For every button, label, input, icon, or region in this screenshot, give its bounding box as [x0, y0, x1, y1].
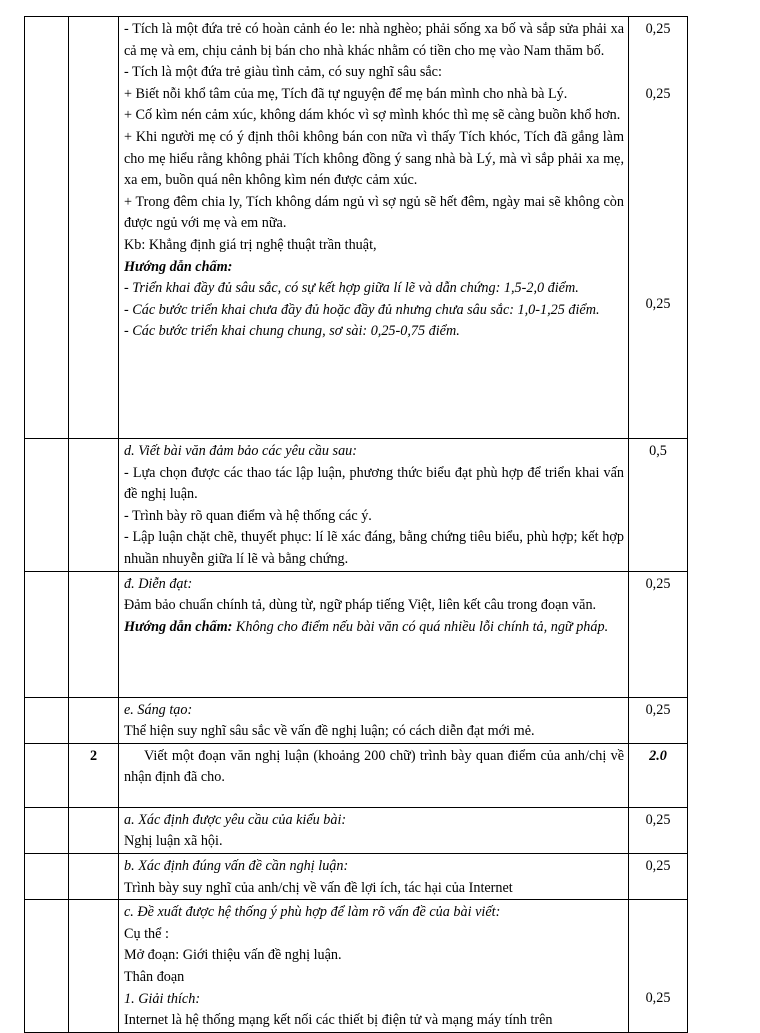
content-line: + Trong đêm chia ly, Tích không dám ngủ vì sợ ngủ sẽ hết đêm, ngày mai sẽ không còn được ngủ với mẹ và em nữa. [124, 193, 624, 232]
content-line: Đảm bảo chuẩn chính tả, dùng từ, ngữ pháp tiếng Việt, liên kết câu trong đoạn văn. [124, 597, 597, 614]
guide-line: - Các bước triển khai chưa đầy đủ hoặc đầy đủ nhưng chưa sâu sắc: 1,0-1,25 điểm. [124, 301, 600, 318]
question-text: Viết một đoạn văn nghị luận (khoảng 200 chữ) trình bày quan điểm của anh/chị về nhận định đã cho. [124, 747, 624, 786]
question-cell [25, 571, 69, 697]
content-line: - Trình bày rõ quan điểm và hệ thống các ý. [124, 507, 372, 524]
part-cell [69, 807, 119, 853]
score-cell [629, 807, 688, 853]
score-value: 0,25 [645, 85, 671, 102]
part-cell [69, 743, 119, 807]
content-cell [119, 571, 629, 697]
table-row [25, 571, 688, 697]
content-line: Thân đoạn [124, 968, 185, 985]
table-row [25, 807, 688, 853]
question-cell [25, 697, 69, 743]
content-line: Cụ thể : [124, 925, 169, 942]
content-cell [119, 853, 629, 899]
score-value: 0,25 [645, 811, 671, 828]
content-cell [119, 439, 629, 572]
section-title: d. Viết bài văn đảm bảo các yêu cầu sau: [124, 443, 357, 459]
score-value: 0,25 [645, 701, 671, 718]
grading-table [24, 16, 688, 1033]
part-cell [69, 900, 119, 1033]
sub-title: 1. Giải thích: [124, 990, 201, 1007]
content-cell [119, 900, 629, 1033]
score-cell [629, 900, 688, 1033]
table-row [25, 439, 688, 572]
content-cell [119, 807, 629, 853]
content-cell [119, 743, 629, 807]
table-row [25, 900, 688, 1033]
content-line: - Tích là một đứa trẻ có hoàn cảnh éo le: nhà nghèo; phải sống xa bố và sắp sửa phải xa cả mẹ và em, chịu cảnh bị bán cho nhà khác nhằm có tiền cho mẹ vào Nam thăm bố. [124, 21, 624, 59]
score-value: 0,25 [645, 296, 671, 313]
table-row [25, 697, 688, 743]
score-cell [629, 743, 688, 807]
guide-title: Hướng dẫn chấm: [124, 258, 233, 275]
content-line: Mở đoạn: Giới thiệu vấn đề nghị luận. [124, 947, 342, 964]
score-cell [629, 853, 688, 899]
part-cell [69, 571, 119, 697]
part-cell [69, 697, 119, 743]
part-cell [69, 17, 119, 439]
content-cell [119, 697, 629, 743]
table-row [25, 17, 688, 439]
score-value: 0,25 [645, 857, 671, 874]
score-cell [629, 439, 688, 572]
question-cell [25, 900, 69, 1033]
question-number: 2 [89, 747, 98, 764]
question-cell [25, 17, 69, 439]
content-line: + Cố kìm nén cảm xúc, không dám khóc vì sợ mình khóc thì mẹ sẽ càng buồn khổ hơn. [124, 107, 621, 124]
score-value: 0,25 [645, 575, 671, 592]
score-value: 0,5 [649, 443, 667, 459]
part-cell [69, 439, 119, 572]
guide-title: Hướng dẫn chấm: [124, 618, 233, 635]
content-line: + Biết nỗi khổ tâm của mẹ, Tích đã tự nguyện để mẹ bán mình cho nhà bà Lý. [124, 85, 568, 102]
question-cell [25, 743, 69, 807]
score-cell [629, 697, 688, 743]
content-line: Nghị luận xã hội. [124, 833, 223, 850]
section-title: c. Đề xuất được hệ thống ý phù hợp để làm rõ vấn đề của bài viết: [124, 904, 501, 921]
score-cell [629, 571, 688, 697]
score-value: 0,25 [645, 990, 671, 1007]
content-line: Kb: Khẳng định giá trị nghệ thuật trần thuật, [124, 236, 377, 253]
question-cell [25, 853, 69, 899]
score-value: 2.0 [649, 747, 667, 764]
table-row [25, 853, 688, 899]
question-cell [25, 807, 69, 853]
guide-line: - Các bước triển khai chung chung, sơ sài: 0,25-0,75 điểm. [124, 323, 460, 340]
content-line: Trình bày suy nghĩ của anh/chị về vấn đề lợi ích, tác hại của Internet [124, 879, 513, 896]
table-row [25, 743, 688, 807]
section-title: e. Sáng tạo: [124, 701, 193, 718]
guide-text: Không cho điểm nếu bài văn có quá nhiều lỗi chính tả, ngữ pháp. [232, 618, 609, 635]
content-line: - Tích là một đứa trẻ giàu tình cảm, có suy nghĩ sâu sắc: [124, 64, 442, 81]
score-cell [629, 17, 688, 439]
section-title: a. Xác định được yêu cầu của kiểu bài: [124, 811, 347, 828]
content-cell [119, 17, 629, 439]
section-title: đ. Diễn đạt: [124, 575, 193, 592]
content-line: - Lập luận chặt chẽ, thuyết phục: lí lẽ xác đáng, bằng chứng tiêu biểu, phù hợp; kết hợp nhuần nhuyễn giữa lí lẽ và bằng chứng. [124, 529, 624, 567]
content-line: - Lựa chọn được các thao tác lập luận, phương thức biểu đạt phù hợp để triển khai vấn đề nghị luận. [124, 464, 624, 503]
score-value: 0,25 [645, 21, 671, 37]
content-line: + Khi người mẹ có ý định thôi không bán con nữa vì thấy Tích khóc, Tích đã gắng làm cho mẹ hiểu rằng không phải Tích không đồng ý sang nhà bà Lý, mà vì sắp phải xa mẹ, xa em, buồn quá nên không kìm nén được cảm xúc. [124, 128, 624, 189]
guide-line: - Triển khai đầy đủ sâu sắc, có sự kết hợp giữa lí lẽ và dẫn chứng: 1,5-2,0 điểm. [124, 280, 579, 297]
content-line: Thể hiện suy nghĩ sâu sắc về vấn đề nghị luận; có cách diễn đạt mới mẻ. [124, 723, 535, 740]
question-cell [25, 439, 69, 572]
content-line: Internet là hệ thống mạng kết nối các thiết bị điện tử và mạng máy tính trên [124, 1012, 553, 1029]
section-title: b. Xác định đúng vấn đề cần nghị luận: [124, 857, 349, 874]
part-cell [69, 853, 119, 899]
